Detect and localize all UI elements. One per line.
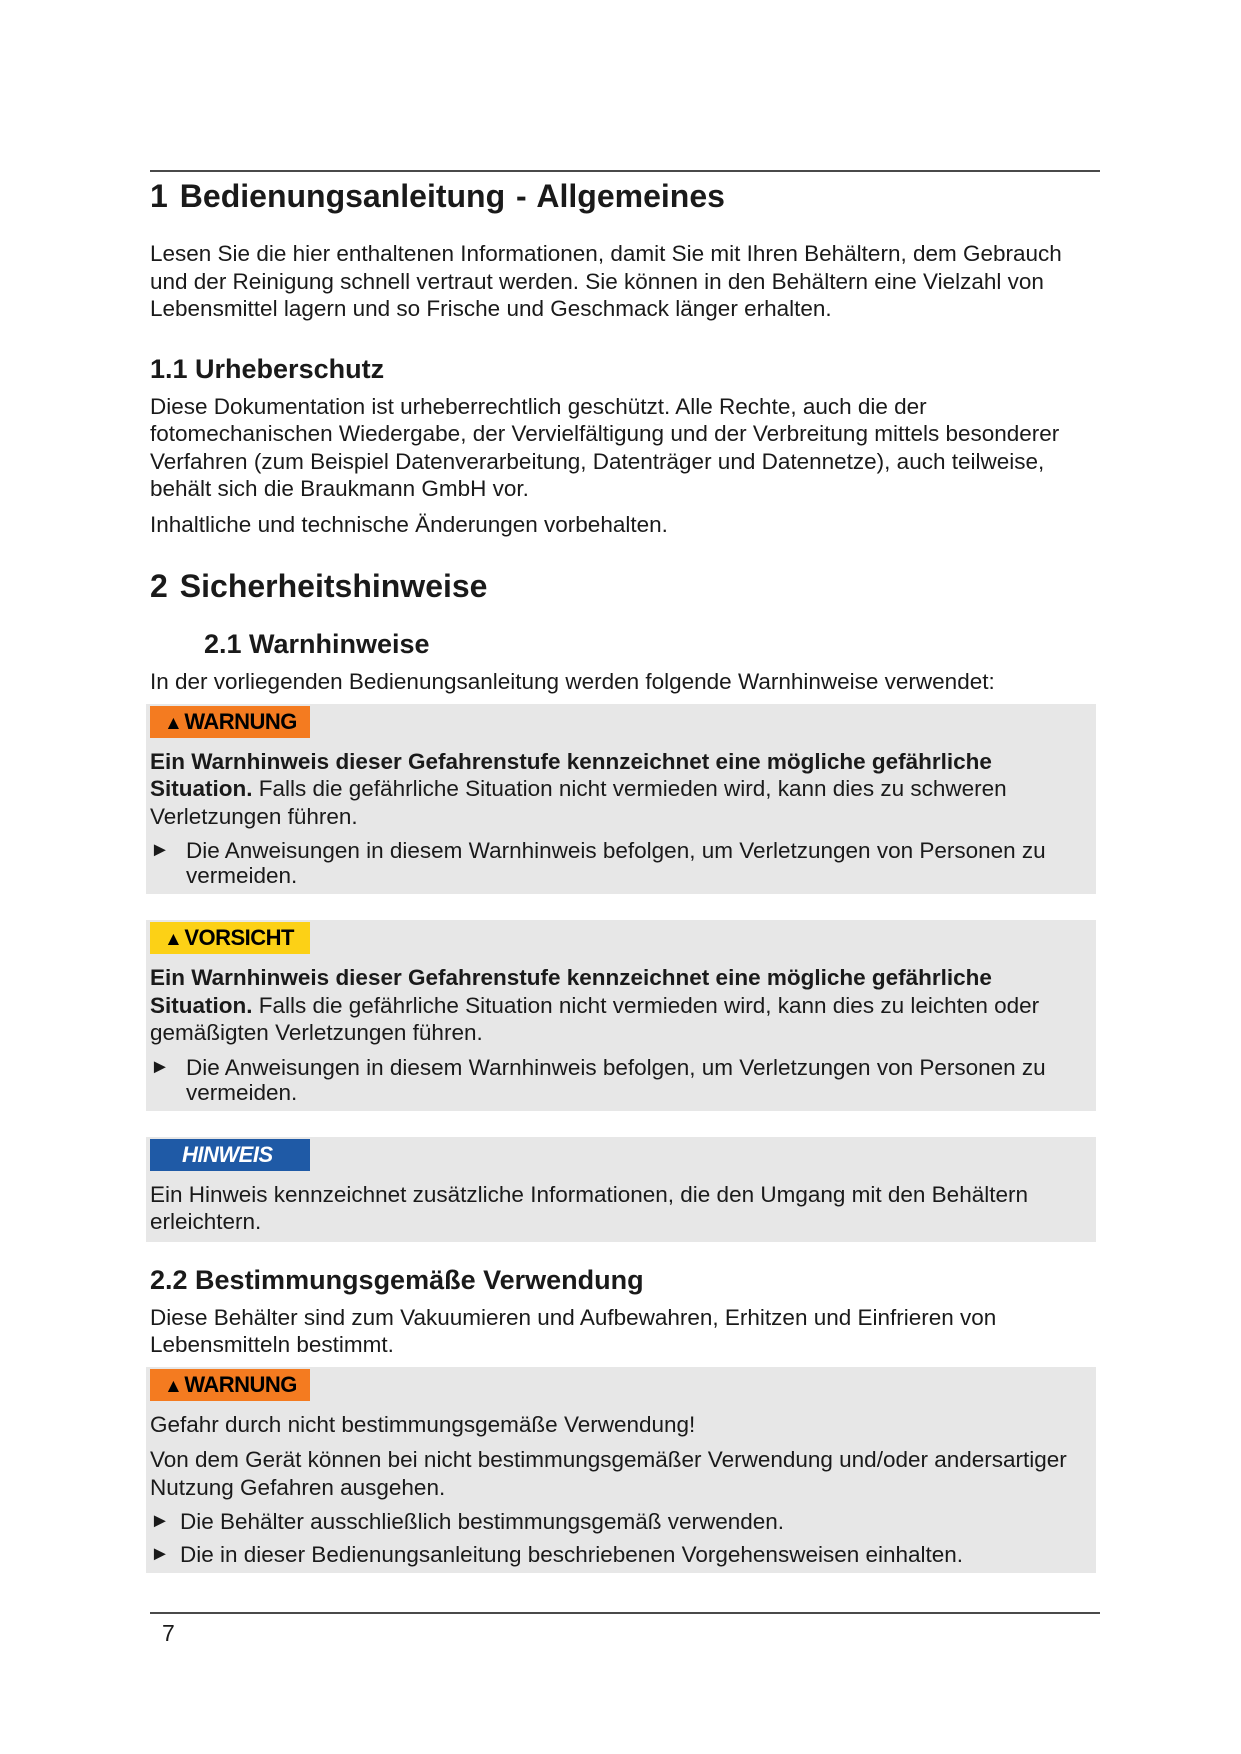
vorsicht-box xyxy=(146,920,1096,1111)
section-2-title: Sicherheitshinweise xyxy=(179,568,488,604)
bullet-arrow-icon: ► xyxy=(150,1543,170,1565)
intended-use-intro: Diese Behälter sind zum Vakuumieren und Aufbewahren, Erhitzen und Einfrieren von Lebensmitteln bestimmt. xyxy=(150,1304,997,1357)
section-2-2-heading: 2.2 Bestimmungsgemäße Verwendung xyxy=(150,1264,644,1295)
misuse-instruction-2 xyxy=(150,1542,1092,1567)
warnung-badge-label: WARNUNG xyxy=(184,708,297,734)
page-number: 7 xyxy=(162,1620,175,1646)
warnung-box xyxy=(146,704,1096,895)
changes-reserved-paragraph: Inhaltliche und technische Änderungen vorbehalten. xyxy=(150,511,668,537)
document-page xyxy=(150,0,1100,1754)
vorsicht-text: Falls die gefährliche Situation nicht vermieden wird, kann dies zu leichten oder gemäßigten Verletzungen führen. xyxy=(150,992,1040,1045)
hinweis-text: Ein Hinweis kennzeichnet zusätzliche Informationen, die den Umgang mit den Behältern erleichtern. xyxy=(150,1181,1028,1234)
warnung-instruction-text: Die Anweisungen in diesem Warnhinweis befolgen, um Verletzungen von Personen zu vermeiden. xyxy=(186,838,1046,888)
section-1-heading xyxy=(150,176,1100,216)
section-2-number: 2 xyxy=(150,568,168,604)
misuse-instruction-1 xyxy=(150,1509,1092,1534)
bullet-arrow-icon: ► xyxy=(150,1055,170,1078)
warnung-text: Falls die gefährliche Situation nicht vermieden wird, kann dies zu schweren Verletzungen führen. xyxy=(150,776,1007,829)
warnung-description xyxy=(150,748,1092,831)
footer-rule xyxy=(150,1612,1100,1614)
misuse-instruction-2-text: Die in dieser Bedienungsanleitung beschriebenen Vorgehensweisen einhalten. xyxy=(180,1542,964,1567)
spacer xyxy=(150,1111,1100,1137)
vorsicht-badge xyxy=(150,922,310,954)
warnings-intro: In der vorliegenden Bedienungsanleitung werden folgende Warnhinweise verwendet: xyxy=(150,669,995,694)
header-rule xyxy=(150,170,1100,172)
spacer xyxy=(150,1242,1100,1262)
spacer xyxy=(150,894,1100,920)
intended-use-warnung-box xyxy=(146,1367,1096,1574)
bullet-arrow-icon: ► xyxy=(150,839,170,861)
section-2-heading xyxy=(150,566,1100,606)
vorsicht-instruction-text: Die Anweisungen in diesem Warnhinweis befolgen, um Verletzungen von Personen zu vermeiden. xyxy=(186,1054,1046,1105)
section-1-number: 1 xyxy=(150,178,168,214)
hinweis-box xyxy=(146,1137,1096,1242)
warnung-badge xyxy=(150,706,310,738)
vorsicht-bold-text: Ein Warnhinweis dieser Gefahrenstufe kennzeichnet eine mögliche gefährliche Situation. xyxy=(150,965,992,1018)
page-content xyxy=(150,176,1100,1573)
hinweis-badge: HINWEIS xyxy=(150,1139,310,1171)
misuse-instruction-1-text: Die Behälter ausschließlich bestimmungsgemäß verwenden. xyxy=(180,1509,785,1534)
section-1-intro: Lesen Sie die hier enthaltenen Informationen, damit Sie mit Ihren Behältern, dem Gebrauch und der Reinigung schnell vertraut werden. Sie können in den Behältern eine Vielzahl von Lebensmittel lagern und so Frische und Geschmack länger erhalten. xyxy=(150,241,1062,321)
vorsicht-instruction xyxy=(150,1055,1092,1105)
warnung-badge xyxy=(150,1369,310,1401)
copyright-paragraph: Diese Dokumentation ist urheberrechtlich geschützt. Alle Rechte, auch die der fotomechanischen Wiedergabe, der Vervielfältigung und der Verbreitung mittels besonderer Verfahren (zum Beispiel Datenverarbeitung, Datenträger und Datennetze), auch teilweise, behält sich die Braukmann GmbH vor. xyxy=(150,393,1060,501)
warning-triangle-icon: ▲ xyxy=(164,712,183,734)
warning-triangle-icon: ▲ xyxy=(164,929,183,950)
warnung-instruction xyxy=(150,838,1092,888)
warnung-badge-label: WARNUNG xyxy=(184,1371,297,1397)
section-1-1-heading: 1.1 Urheberschutz xyxy=(150,353,385,384)
vorsicht-badge-label: VORSICHT xyxy=(184,925,294,950)
bullet-arrow-icon: ► xyxy=(150,1510,170,1532)
warnung-bold-text: Ein Warnhinweis dieser Gefahrenstufe kennzeichnet eine mögliche gefährliche Situation. xyxy=(150,748,992,801)
misuse-hazard-title: Gefahr durch nicht bestimmungsgemäße Verwendung! xyxy=(150,1411,696,1437)
warning-triangle-icon: ▲ xyxy=(164,1375,183,1397)
section-2-1-heading: 2.1 Warnhinweise xyxy=(204,629,430,659)
vorsicht-description xyxy=(150,964,1092,1047)
misuse-hazard-text: Von dem Gerät können bei nicht bestimmungsgemäßer Verwendung und/oder andersartiger Nutzung Gefahren ausgehen. xyxy=(150,1447,1067,1500)
section-1-title: Bedienungsanleitung - Allgemeines xyxy=(179,178,725,214)
